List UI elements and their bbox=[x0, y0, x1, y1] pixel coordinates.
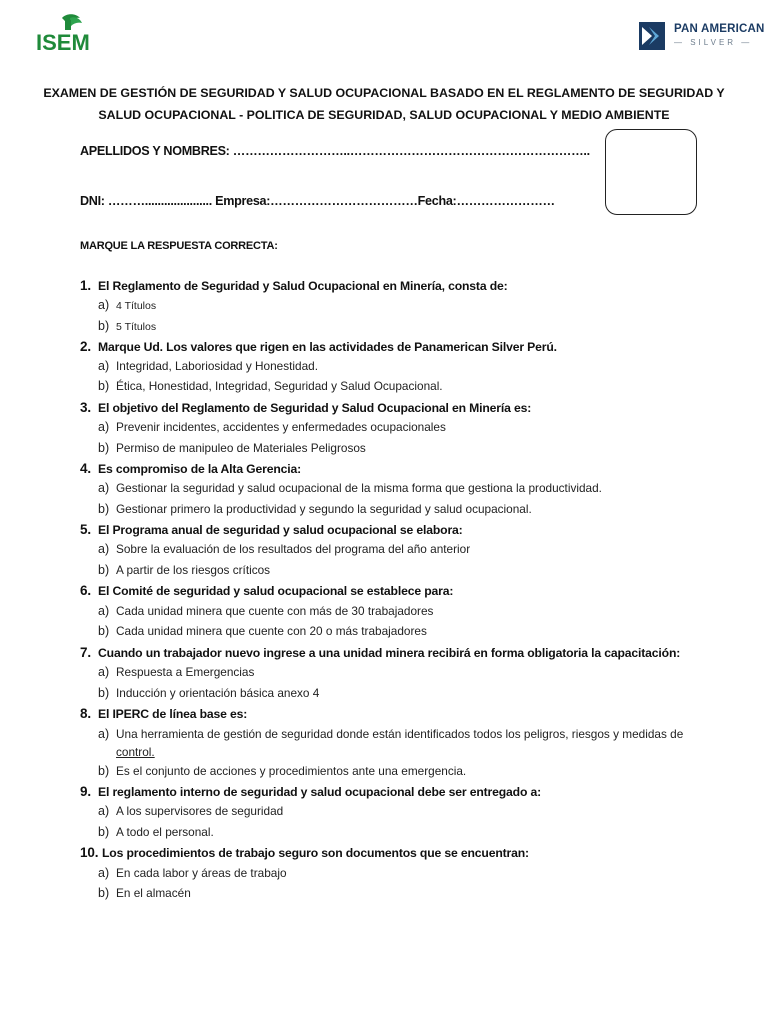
option-text: Cada unidad minera que cuente con más de 30 trabajadores bbox=[116, 604, 434, 618]
option-text: Integridad, Laboriosidad y Honestidad. bbox=[116, 359, 318, 373]
question-number: 7. bbox=[80, 645, 91, 660]
option-9b[interactable] bbox=[98, 825, 214, 839]
photo-box bbox=[605, 129, 697, 215]
option-letter: b) bbox=[98, 764, 110, 778]
option-text: En cada labor y áreas de trabajo bbox=[116, 866, 287, 880]
names-field[interactable]: APELLIDOS Y NOMBRES: ………………………..………………………………………………….. bbox=[80, 144, 590, 158]
question-9 bbox=[80, 784, 541, 799]
option-letter: a) bbox=[98, 866, 110, 880]
question-4 bbox=[80, 461, 301, 476]
question-text: Cuando un trabajador nuevo ingrese a una unidad minera recibirá en forma obligatoria la capacitación: bbox=[98, 646, 681, 660]
option-letter: a) bbox=[98, 420, 110, 434]
question-number: 8. bbox=[80, 706, 91, 721]
option-5a[interactable] bbox=[98, 542, 470, 556]
question-number: 2. bbox=[80, 339, 91, 354]
question-text: Marque Ud. Los valores que rigen en las actividades de Panamerican Silver Perú. bbox=[98, 340, 557, 354]
option-letter: b) bbox=[98, 319, 110, 333]
question-text: El reglamento interno de seguridad y salud ocupacional debe ser entregado a: bbox=[98, 785, 542, 799]
question-number: 4. bbox=[80, 461, 91, 476]
option-text: Prevenir incidentes, accidentes y enfermedades ocupacionales bbox=[116, 420, 446, 434]
option-text: Gestionar la seguridad y salud ocupacional de la misma forma que gestiona la productividad. bbox=[116, 481, 602, 495]
question-3 bbox=[80, 400, 531, 415]
option-text-continued: control. bbox=[116, 745, 155, 759]
option-letter: a) bbox=[98, 359, 110, 373]
question-text: Es compromiso de la Alta Gerencia: bbox=[98, 462, 302, 476]
question-6 bbox=[80, 583, 453, 598]
option-text: Respuesta a Emergencias bbox=[116, 665, 255, 679]
question-number: 6. bbox=[80, 583, 91, 598]
option-letter: a) bbox=[98, 481, 110, 495]
option-10b[interactable] bbox=[98, 886, 191, 900]
option-text: 5 Títulos bbox=[116, 321, 157, 333]
option-text: Permiso de manipuleo de Materiales Peligrosos bbox=[116, 441, 366, 455]
option-text: Es el conjunto de acciones y procedimientos ante una emergencia. bbox=[116, 764, 467, 778]
option-2a[interactable] bbox=[98, 359, 318, 373]
pan-american-logo-icon bbox=[639, 22, 665, 50]
question-10 bbox=[80, 845, 529, 860]
exam-title-line2: SALUD OCUPACIONAL - POLITICA DE SEGURIDAD, SALUD OCUPACIONAL Y MEDIO AMBIENTE bbox=[98, 108, 670, 122]
option-letter: b) bbox=[98, 886, 110, 900]
instruction: MARQUE LA RESPUESTA CORRECTA: bbox=[80, 240, 278, 252]
pan-american-logo-subtext: — SILVER — bbox=[674, 38, 753, 47]
isem-logo-text: ISEM bbox=[36, 30, 90, 55]
option-letter: b) bbox=[98, 502, 110, 516]
option-text: Inducción y orientación básica anexo 4 bbox=[116, 686, 320, 700]
option-letter: a) bbox=[98, 542, 110, 556]
option-text: Cada unidad minera que cuente con 20 o más trabajadores bbox=[116, 624, 427, 638]
option-text: A los supervisores de seguridad bbox=[116, 804, 284, 818]
question-text: El IPERC de línea base es: bbox=[98, 707, 248, 721]
option-4a[interactable] bbox=[98, 481, 602, 495]
option-text: Gestionar primero la productividad y segundo la seguridad y salud ocupacional. bbox=[116, 502, 532, 516]
option-letter: b) bbox=[98, 624, 110, 638]
option-6a[interactable] bbox=[98, 604, 433, 618]
question-number: 5. bbox=[80, 522, 91, 537]
option-letter: b) bbox=[98, 563, 110, 577]
option-2b[interactable] bbox=[98, 379, 443, 393]
option-text: 4 Títulos bbox=[116, 300, 157, 312]
question-text: El Comité de seguridad y salud ocupacional se establece para: bbox=[98, 584, 454, 598]
option-letter: b) bbox=[98, 441, 110, 455]
option-7a[interactable] bbox=[98, 665, 254, 679]
option-letter: b) bbox=[98, 379, 110, 393]
pan-american-logo-text: PAN AMERICAN bbox=[674, 23, 765, 35]
option-text: Sobre la evaluación de los resultados del programa del año anterior bbox=[116, 542, 471, 556]
option-8b[interactable] bbox=[98, 764, 466, 778]
option-6b[interactable] bbox=[98, 624, 427, 638]
option-8a[interactable] bbox=[98, 725, 723, 761]
option-letter: a) bbox=[98, 604, 110, 618]
option-text: Ética, Honestidad, Integridad, Seguridad y Salud Ocupacional. bbox=[116, 379, 443, 393]
option-letter: a) bbox=[98, 665, 110, 679]
question-text: Los procedimientos de trabajo seguro son documentos que se encuentran: bbox=[102, 846, 529, 860]
option-7b[interactable] bbox=[98, 686, 319, 700]
question-7 bbox=[80, 645, 680, 660]
option-1a[interactable] bbox=[98, 298, 156, 312]
option-text: A partir de los riesgos críticos bbox=[116, 563, 271, 577]
question-8 bbox=[80, 706, 247, 721]
option-letter: a) bbox=[98, 804, 110, 818]
question-text: El objetivo del Reglamento de Seguridad y Salud Ocupacional en Minería es: bbox=[98, 401, 532, 415]
question-text: El Programa anual de seguridad y salud ocupacional se elabora: bbox=[98, 523, 463, 537]
question-text: El Reglamento de Seguridad y Salud Ocupacional en Minería, consta de: bbox=[98, 279, 508, 293]
option-4b[interactable] bbox=[98, 502, 532, 516]
question-5 bbox=[80, 522, 463, 537]
exam-title bbox=[40, 82, 728, 126]
option-text: Una herramienta de gestión de seguridad donde están identificados todos los peligros, riesgos y medidas de bbox=[116, 727, 684, 741]
question-2 bbox=[80, 339, 557, 354]
question-number: 1. bbox=[80, 278, 91, 293]
question-number: 9. bbox=[80, 784, 91, 799]
dni-company-date-field[interactable]: DNI: ………..................... Empresa:………………………………Fecha:…………………… bbox=[80, 194, 555, 208]
option-text: En el almacén bbox=[116, 886, 191, 900]
option-5b[interactable] bbox=[98, 563, 270, 577]
option-9a[interactable] bbox=[98, 804, 283, 818]
option-letter: b) bbox=[98, 825, 110, 839]
option-10a[interactable] bbox=[98, 866, 287, 880]
option-3a[interactable] bbox=[98, 420, 446, 434]
question-number: 10. bbox=[80, 845, 99, 860]
option-text: A todo el personal. bbox=[116, 825, 214, 839]
exam-title-line1: EXAMEN DE GESTIÓN DE SEGURIDAD Y SALUD OCUPACIONAL BASADO EN EL REGLAMENTO DE SEGURIDAD Y bbox=[43, 86, 725, 100]
option-3b[interactable] bbox=[98, 441, 366, 455]
question-number: 3. bbox=[80, 400, 91, 415]
option-1b[interactable] bbox=[98, 319, 156, 333]
option-letter: b) bbox=[98, 686, 110, 700]
option-letter: a) bbox=[98, 727, 110, 741]
question-1 bbox=[80, 278, 508, 293]
option-letter: a) bbox=[98, 298, 110, 312]
